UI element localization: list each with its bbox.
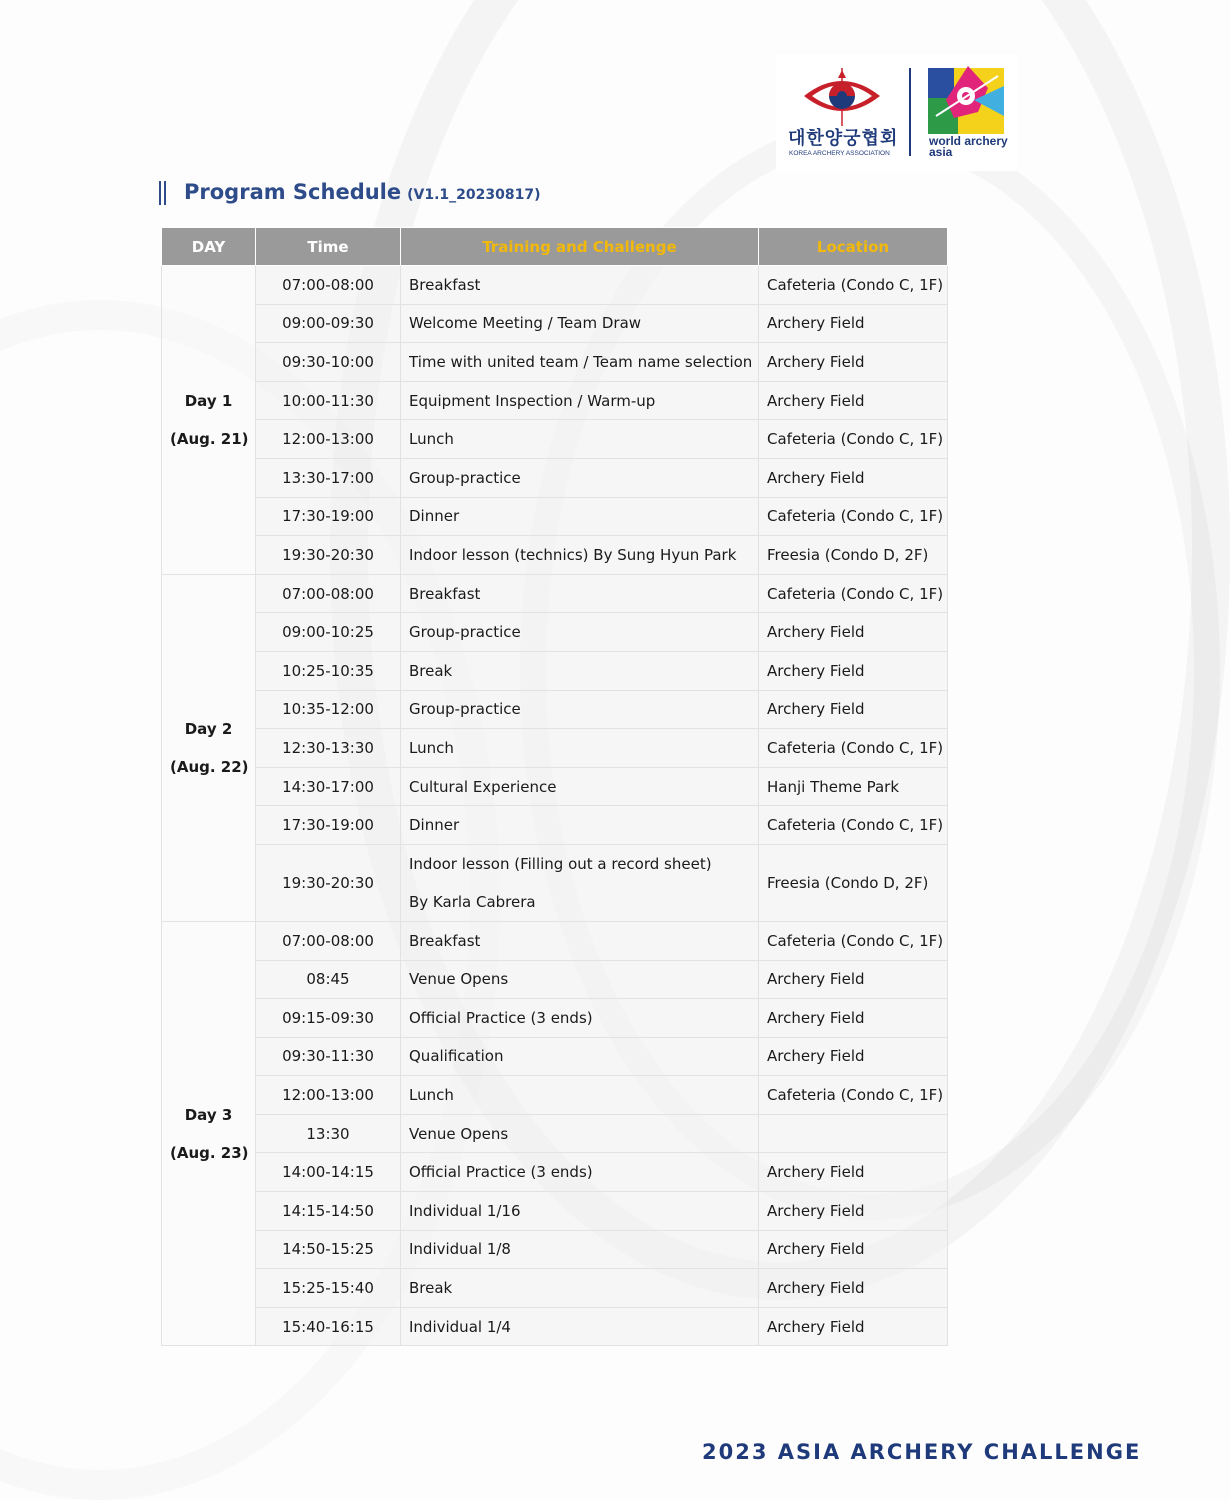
- location-cell: Cafeteria (Condo C, 1F): [759, 497, 948, 536]
- table-row: [162, 806, 948, 845]
- table-row: [162, 921, 948, 960]
- table-row: [162, 960, 948, 999]
- location-cell: Archery Field: [759, 343, 948, 382]
- time-cell: 15:40-16:15: [256, 1307, 401, 1346]
- location-cell: Archery Field: [759, 1230, 948, 1269]
- day-label: Day 3: [184, 1105, 233, 1124]
- footer-event-title: 2023 ASIA ARCHERY CHALLENGE: [702, 1440, 1142, 1464]
- location-cell: Cafeteria (Condo C, 1F): [759, 266, 948, 305]
- activity-cell: Official Practice (3 ends): [401, 1153, 759, 1192]
- time-cell: 12:00-13:00: [256, 420, 401, 459]
- location-cell: Cafeteria (Condo C, 1F): [759, 729, 948, 768]
- location-cell: Archery Field: [759, 304, 948, 343]
- activity-cell: Breakfast: [401, 266, 759, 305]
- time-cell: 07:00-08:00: [256, 574, 401, 613]
- schedule-body: [162, 266, 948, 1346]
- location-cell: [759, 1114, 948, 1153]
- table-row: [162, 1076, 948, 1115]
- table-row: [162, 1153, 948, 1192]
- time-cell: 08:45: [256, 960, 401, 999]
- schedule-table: [161, 227, 948, 1346]
- activity-cell: Cultural Experience: [401, 767, 759, 806]
- time-cell: 17:30-19:00: [256, 806, 401, 845]
- time-cell: 09:00-09:30: [256, 304, 401, 343]
- table-row: [162, 1192, 948, 1231]
- time-cell: 14:30-17:00: [256, 767, 401, 806]
- logo-divider: [909, 68, 911, 156]
- activity-cell: Dinner: [401, 497, 759, 536]
- location-cell: Archery Field: [759, 1307, 948, 1346]
- activity-cell: Individual 1/4: [401, 1307, 759, 1346]
- day-label: Day 1: [184, 391, 233, 410]
- table-row: [162, 266, 948, 305]
- header-training: Training and Challenge: [401, 228, 759, 266]
- activity-cell: Breakfast: [401, 921, 759, 960]
- activity-cell: Lunch: [401, 729, 759, 768]
- location-cell: Archery Field: [759, 381, 948, 420]
- table-row: [162, 690, 948, 729]
- day-cell: [162, 921, 256, 1346]
- title-accent-bars: [159, 181, 167, 205]
- table-row: [162, 767, 948, 806]
- day-cell: [162, 574, 256, 921]
- table-row: [162, 613, 948, 652]
- activity-cell: Individual 1/8: [401, 1230, 759, 1269]
- activity-cell: Group-practice: [401, 690, 759, 729]
- page-title-version: (V1.1_20230817): [407, 187, 541, 203]
- time-cell: 13:30: [256, 1114, 401, 1153]
- activity-cell: Time with united team / Team name selection: [401, 343, 759, 382]
- location-cell: Cafeteria (Condo C, 1F): [759, 420, 948, 459]
- waa-logo-line2: asia: [929, 145, 953, 159]
- logo-panel: [776, 54, 1017, 171]
- location-cell: Cafeteria (Condo C, 1F): [759, 921, 948, 960]
- time-cell: 07:00-08:00: [256, 266, 401, 305]
- location-cell: Archery Field: [759, 960, 948, 999]
- location-cell: Archery Field: [759, 1037, 948, 1076]
- activity-cell: Venue Opens: [401, 1114, 759, 1153]
- table-row: [162, 844, 948, 921]
- activity-cell: Indoor lesson (technics) By Sung Hyun Park: [401, 536, 759, 575]
- page-title: [184, 180, 541, 204]
- location-cell: Archery Field: [759, 999, 948, 1038]
- waa-emblem-icon: [928, 66, 1004, 136]
- location-cell: Freesia (Condo D, 2F): [759, 844, 948, 921]
- table-row: [162, 536, 948, 575]
- table-row: [162, 381, 948, 420]
- table-row: [162, 458, 948, 497]
- time-cell: 12:00-13:00: [256, 1076, 401, 1115]
- time-cell: 07:00-08:00: [256, 921, 401, 960]
- location-cell: Cafeteria (Condo C, 1F): [759, 1076, 948, 1115]
- activity-cell: Lunch: [401, 1076, 759, 1115]
- page-title-main: Program Schedule: [184, 180, 402, 204]
- activity-cell: [401, 844, 759, 921]
- activity-cell: Qualification: [401, 1037, 759, 1076]
- location-cell: Archery Field: [759, 458, 948, 497]
- table-row: [162, 1037, 948, 1076]
- table-row: [162, 729, 948, 768]
- table-row: [162, 497, 948, 536]
- header-day: DAY: [162, 228, 256, 266]
- day-date: (Aug. 23): [170, 1143, 249, 1162]
- table-row: [162, 1269, 948, 1308]
- header-location: Location: [759, 228, 948, 266]
- day-date: (Aug. 21): [170, 429, 249, 448]
- kaa-emblem-icon: [802, 66, 882, 128]
- kaa-logo-korean-text: 대한양궁협회: [788, 128, 899, 149]
- activity-line: Indoor lesson (Filling out a record sheet): [409, 854, 712, 873]
- day-label: Day 2: [184, 719, 233, 738]
- activity-cell: Break: [401, 651, 759, 690]
- time-cell: 19:30-20:30: [256, 844, 401, 921]
- table-row: [162, 574, 948, 613]
- time-cell: 09:30-11:30: [256, 1037, 401, 1076]
- time-cell: 09:15-09:30: [256, 999, 401, 1038]
- activity-cell: Group-practice: [401, 458, 759, 497]
- table-row: [162, 999, 948, 1038]
- kaa-logo-english-text: KOREA ARCHERY ASSOCIATION: [789, 150, 890, 157]
- time-cell: 13:30-17:00: [256, 458, 401, 497]
- day-cell: [162, 266, 256, 575]
- location-cell: Archery Field: [759, 1153, 948, 1192]
- activity-cell: Welcome Meeting / Team Draw: [401, 304, 759, 343]
- location-cell: Archery Field: [759, 613, 948, 652]
- table-row: [162, 1114, 948, 1153]
- time-cell: 15:25-15:40: [256, 1269, 401, 1308]
- time-cell: 09:30-10:00: [256, 343, 401, 382]
- table-header-row: [162, 228, 948, 266]
- activity-cell: Break: [401, 1269, 759, 1308]
- activity-cell: Individual 1/16: [401, 1192, 759, 1231]
- activity-cell: Lunch: [401, 420, 759, 459]
- table-row: [162, 1307, 948, 1346]
- waa-logo-text: [929, 136, 1008, 158]
- time-cell: 10:35-12:00: [256, 690, 401, 729]
- activity-cell: Dinner: [401, 806, 759, 845]
- location-cell: Hanji Theme Park: [759, 767, 948, 806]
- table-row: [162, 343, 948, 382]
- table-row: [162, 1230, 948, 1269]
- activity-cell: Group-practice: [401, 613, 759, 652]
- activity-cell: Equipment Inspection / Warm-up: [401, 381, 759, 420]
- time-cell: 14:15-14:50: [256, 1192, 401, 1231]
- time-cell: 19:30-20:30: [256, 536, 401, 575]
- location-cell: Archery Field: [759, 1192, 948, 1231]
- location-cell: Archery Field: [759, 1269, 948, 1308]
- activity-cell: Official Practice (3 ends): [401, 999, 759, 1038]
- location-cell: Freesia (Condo D, 2F): [759, 536, 948, 575]
- time-cell: 10:00-11:30: [256, 381, 401, 420]
- waa-logo-line1: world archery: [929, 134, 1008, 148]
- day-date: (Aug. 22): [170, 757, 249, 776]
- activity-line: By Karla Cabrera: [409, 892, 536, 911]
- location-cell: Archery Field: [759, 690, 948, 729]
- header-time: Time: [256, 228, 401, 266]
- time-cell: 12:30-13:30: [256, 729, 401, 768]
- time-cell: 14:50-15:25: [256, 1230, 401, 1269]
- activity-cell: Breakfast: [401, 574, 759, 613]
- location-cell: Cafeteria (Condo C, 1F): [759, 806, 948, 845]
- table-row: [162, 651, 948, 690]
- location-cell: Cafeteria (Condo C, 1F): [759, 574, 948, 613]
- time-cell: 14:00-14:15: [256, 1153, 401, 1192]
- time-cell: 10:25-10:35: [256, 651, 401, 690]
- time-cell: 09:00-10:25: [256, 613, 401, 652]
- location-cell: Archery Field: [759, 651, 948, 690]
- table-row: [162, 304, 948, 343]
- table-row: [162, 420, 948, 459]
- activity-cell: Venue Opens: [401, 960, 759, 999]
- time-cell: 17:30-19:00: [256, 497, 401, 536]
